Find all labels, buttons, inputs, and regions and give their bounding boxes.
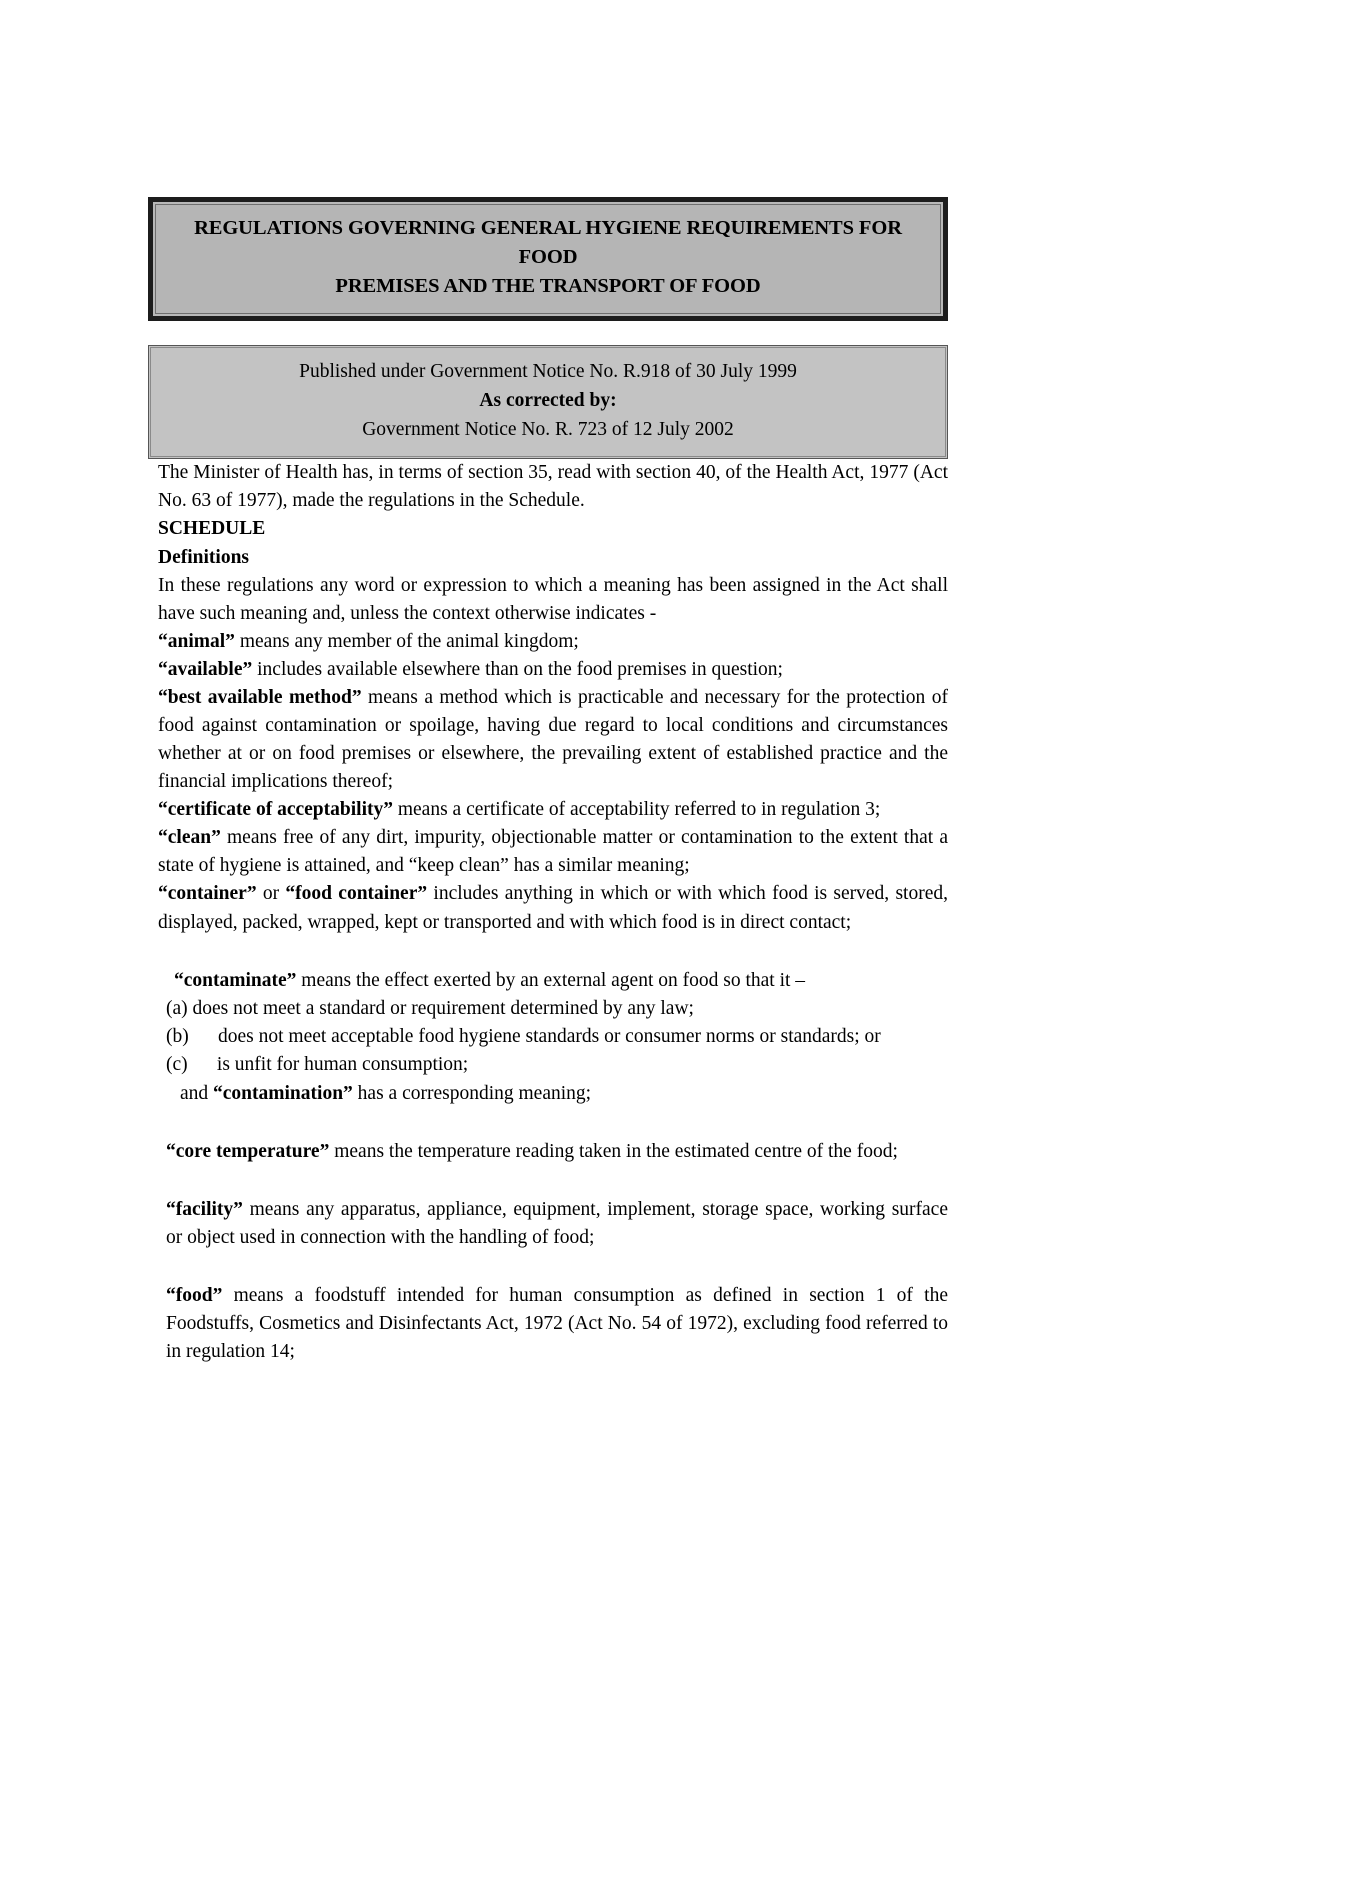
list-item-label: (b) (166, 1026, 189, 1048)
definition-text: means the temperature reading taken in the estimated centre of the food; (329, 1140, 898, 1162)
publication-notice-box-inner (150, 347, 946, 457)
list-item-gap (188, 1054, 217, 1075)
contaminate-item-a (166, 995, 948, 1023)
definition-container (158, 880, 948, 936)
definition-text: includes available elsewhere than on the food premises in question; (252, 658, 783, 680)
definition-term-connector: or (256, 883, 286, 905)
definition-term: “animal” (158, 630, 235, 652)
contaminate-closing-line (166, 1080, 948, 1108)
definition-term: “certificate of acceptability” (158, 799, 393, 821)
definitions-intro-paragraph: In these regulations any word or expression to which a meaning has been assigned in the Act shall have such meaning and, unless the context otherwise indicates - (158, 574, 948, 624)
list-item-label: (c) (166, 1054, 188, 1076)
list-item-gap (189, 1026, 218, 1047)
definition-term: “container” (158, 883, 257, 905)
list-item-text: does not meet a standard or requirement determined by any law; (192, 997, 694, 1019)
definition-contaminate-group (158, 967, 948, 1108)
definition-text: means a method which is practicable and necessary for the protection of food against contamination or spoilage, having due regard to local conditions and circumstances whether at or on food premises or elsewhere, the prevailing extent of established practice and the financial implications thereof; (158, 686, 949, 793)
definition-term: “core temperature” (166, 1140, 330, 1162)
definition-facility (166, 1196, 948, 1252)
definition-term: “facility” (166, 1199, 243, 1221)
contaminate-item-c (166, 1051, 948, 1079)
definition-contaminate-lead (166, 967, 948, 995)
definition-term: “clean” (158, 827, 221, 849)
definition-term-alt: “food container” (285, 883, 428, 905)
definition-term: “food” (166, 1285, 223, 1307)
definition-term: “contaminate” (174, 969, 297, 991)
list-item-text: does not meet acceptable food hygiene standards or consumer norms or standards; or (218, 1026, 881, 1048)
list-item-label: (a) (166, 997, 188, 1019)
intro-paragraph: The Minister of Health has, in terms of section 35, read with section 40, of the Health Act, 1977 (Act No. 63 of 1977), made the regulations in the Schedule. (158, 462, 948, 512)
definition-term: “available” (158, 658, 253, 680)
definition-clean (158, 824, 948, 880)
definition-food (166, 1282, 948, 1366)
definition-text: means any apparatus, appliance, equipment, implement, storage space, working surface or object used in connection with the handling of food; (166, 1199, 948, 1249)
document-title-box (148, 197, 948, 321)
definition-text: means any member of the animal kingdom; (234, 630, 579, 652)
document-title-line-2: PREMISES AND THE TRANSPORT OF FOOD (335, 275, 761, 298)
definition-text: includes anything in which or with which food is served, stored, displayed, packed, wrapped, kept or transported and with which food is in direct contact; (158, 883, 949, 933)
definition-text: means a foodstuff intended for human consumption as defined in section 1 of the Foodstuffs, Cosmetics and Disinfectants Act, 1972 (Act No. 54 of 1972), excluding food referred to in regulation 14; (166, 1285, 948, 1363)
definition-animal (158, 628, 948, 656)
definitions-heading: Definitions (158, 546, 250, 568)
publication-notice-line: Published under Government Notice No. R.918 of 30 July 1999 (299, 361, 797, 383)
list-item-text: is unfit for human consumption; (216, 1054, 469, 1076)
document-title-box-inner (155, 204, 941, 314)
publication-corrected-label: As corrected by: (479, 389, 617, 411)
closing-prefix: and (180, 1082, 214, 1104)
publication-notice-box (148, 345, 948, 459)
definition-term: “best available method” (158, 686, 362, 708)
definition-core-temperature-wrap (158, 1138, 948, 1166)
document-title-line-1: REGULATIONS GOVERNING GENERAL HYGIENE REQUIREMENTS FOR FOOD (194, 217, 902, 269)
definition-core-temperature (166, 1138, 948, 1166)
definition-best-available-method (158, 684, 948, 796)
definition-text: means a certificate of acceptability referred to in regulation 3; (392, 799, 881, 821)
document-content (158, 0, 948, 1366)
definition-certificate-of-acceptability (158, 796, 948, 824)
publication-correction-notice: Government Notice No. R. 723 of 12 July 2002 (362, 418, 734, 440)
definition-available (158, 656, 948, 684)
definition-facility-wrap (158, 1196, 948, 1252)
definition-food-wrap (158, 1282, 948, 1366)
definition-text: means the effect exerted by an external agent on food so that it – (296, 969, 806, 991)
contaminate-item-b (166, 1023, 948, 1051)
schedule-heading: SCHEDULE (158, 518, 266, 540)
definition-term: “contamination” (213, 1082, 353, 1104)
closing-text: has a corresponding meaning; (352, 1082, 592, 1104)
definition-text: means free of any dirt, impurity, objectionable matter or contamination to the extent that a state of hygiene is attained, and “keep clean” has a similar meaning; (158, 827, 948, 877)
